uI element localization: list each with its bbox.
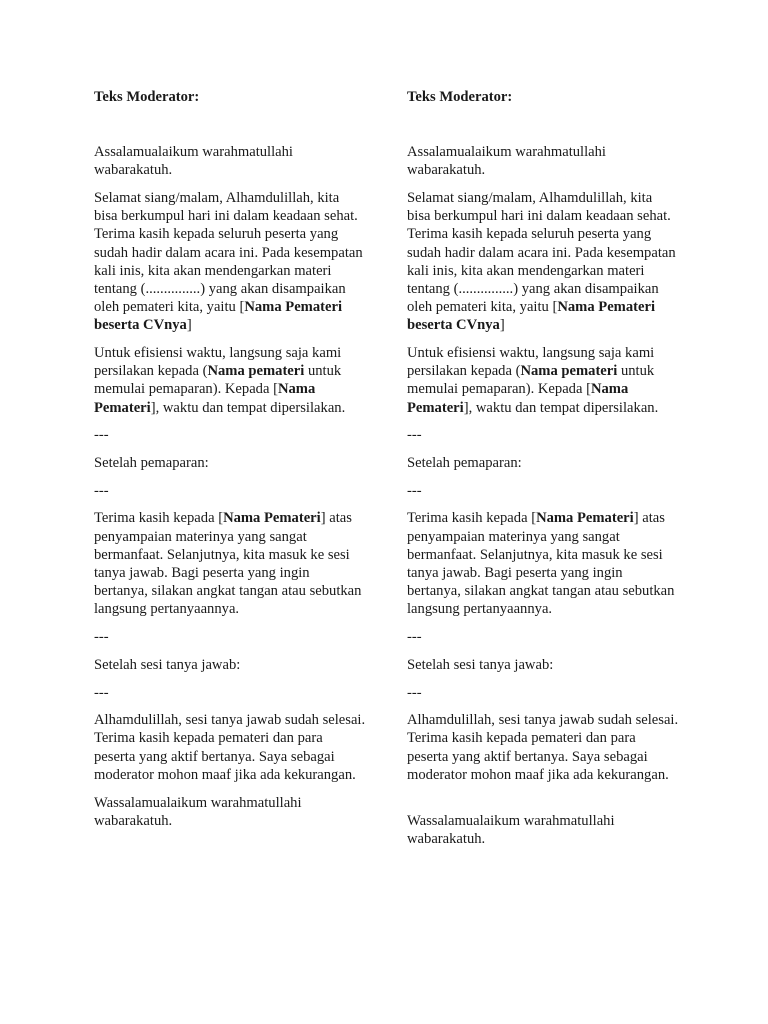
paragraph — [94, 189, 366, 335]
text-run: --- — [407, 482, 422, 499]
text-run: ], waktu dan tempat dipersilakan. — [463, 399, 659, 416]
text-run: --- — [407, 427, 422, 444]
separator-line — [407, 426, 679, 444]
separator-line — [407, 482, 679, 500]
text-run: Alhamdulillah, sesi tanya jawab sudah selesai. Terima kasih kepada pemateri dan para peserta yang aktif bertanya. Saya sebagai moderator mohon maaf jika ada kekurangan. — [407, 712, 679, 783]
paragraph — [407, 344, 679, 417]
separator-line — [94, 684, 366, 702]
paragraph — [94, 344, 366, 417]
text-run: Wassalamualaikum warahmatullahi wabarakatuh. — [407, 812, 615, 847]
text-run: Selamat siang/malam, Alhamdulillah, kita bisa berkumpul hari ini dalam keadaan sehat. Terima kasih kepada seluruh peserta yang sudah hadir dalam acara ini. Pada kesempatan kali inis, kita akan mendengarkan materi tentang (...............) yang akan disampaikan oleh pemateri kita, yaitu [ — [94, 189, 363, 316]
text-run: Setelah pemaparan: — [407, 455, 522, 472]
bold-placeholder: Nama pemateri — [207, 363, 305, 380]
paragraph — [94, 143, 366, 179]
column-title: Teks Moderator: — [94, 89, 200, 105]
bold-placeholder: Nama Pemateri — [94, 381, 316, 416]
column-body — [94, 143, 366, 830]
column-title: Teks Moderator: — [407, 89, 513, 105]
separator-line — [94, 426, 366, 444]
text-run: untuk memulai pemaparan). Kepada [ — [94, 363, 342, 398]
text-run: --- — [407, 684, 422, 701]
paragraph — [407, 143, 679, 179]
text-run: --- — [94, 482, 109, 499]
text-run: ], waktu dan tempat dipersilakan. — [150, 399, 346, 416]
text-run: --- — [94, 629, 109, 646]
paragraph — [94, 656, 366, 674]
bold-placeholder: Nama Pemateri — [407, 381, 629, 416]
text-run: --- — [94, 684, 109, 701]
paragraph — [407, 812, 679, 848]
blank-line — [407, 794, 679, 812]
bold-placeholder: Nama Pemateri — [223, 510, 321, 527]
column-body — [407, 143, 679, 848]
text-run: Wassalamualaikum warahmatullahi wabarakatuh. — [94, 794, 302, 829]
text-run: untuk memulai pemaparan). Kepada [ — [407, 363, 655, 398]
separator-line — [407, 684, 679, 702]
bold-placeholder: Nama Pemateri beserta CVnya — [407, 299, 655, 334]
bold-placeholder: Nama Pemateri beserta CVnya — [94, 299, 342, 334]
text-run: ] — [186, 317, 192, 334]
text-run: Untuk efisiensi waktu, langsung saja kami persilakan kepada ( — [94, 345, 342, 380]
text-run: Assalamualaikum warahmatullahi wabarakatuh. — [407, 144, 606, 179]
text-run: --- — [407, 629, 422, 646]
separator-line — [94, 482, 366, 500]
text-run: Setelah sesi tanya jawab: — [94, 656, 241, 673]
text-run: Terima kasih kepada [ — [94, 510, 224, 527]
paragraph — [94, 509, 366, 618]
paragraph — [407, 711, 679, 784]
text-run: ] atas penyampaian materinya yang sangat bermanfaat. Selanjutnya, kita masuk ke sesi tanya jawab. Bagi peserta yang ingin bertanya, silakan angkat tangan atau sebutkan langsung pertanyaannya. — [94, 510, 362, 618]
text-run: Assalamualaikum warahmatullahi wabarakatuh. — [94, 144, 293, 179]
text-run: ] atas penyampaian materinya yang sangat bermanfaat. Selanjutnya, kita masuk ke sesi tanya jawab. Bagi peserta yang ingin bertanya, silakan angkat tangan atau sebutkan langsung pertanyaannya. — [407, 510, 675, 618]
bold-placeholder: Nama pemateri — [520, 363, 618, 380]
moderator-text-column-left — [94, 88, 366, 840]
paragraph — [407, 656, 679, 674]
separator-line — [407, 628, 679, 646]
text-run: Alhamdulillah, sesi tanya jawab sudah selesai. Terima kasih kepada pemateri dan para peserta yang aktif bertanya. Saya sebagai moderator mohon maaf jika ada kekurangan. — [94, 712, 366, 783]
paragraph — [94, 794, 366, 830]
text-run: Setelah sesi tanya jawab: — [407, 656, 554, 673]
separator-line — [94, 628, 366, 646]
text-run: Untuk efisiensi waktu, langsung saja kami persilakan kepada ( — [407, 345, 655, 380]
text-run: Setelah pemaparan: — [94, 455, 209, 472]
text-run: Terima kasih kepada [ — [407, 510, 537, 527]
text-run: ] — [499, 317, 505, 334]
text-run: Selamat siang/malam, Alhamdulillah, kita bisa berkumpul hari ini dalam keadaan sehat. Terima kasih kepada seluruh peserta yang sudah hadir dalam acara ini. Pada kesempatan kali inis, kita akan mendengarkan materi tentang (...............) yang akan disampaikan oleh pemateri kita, yaitu [ — [407, 189, 676, 316]
bold-placeholder: Nama Pemateri — [536, 510, 634, 527]
paragraph — [407, 189, 679, 335]
paragraph — [94, 454, 366, 472]
text-run: --- — [94, 427, 109, 444]
paragraph — [407, 509, 679, 618]
paragraph — [94, 711, 366, 784]
paragraph — [407, 454, 679, 472]
moderator-text-column-right — [407, 88, 679, 858]
